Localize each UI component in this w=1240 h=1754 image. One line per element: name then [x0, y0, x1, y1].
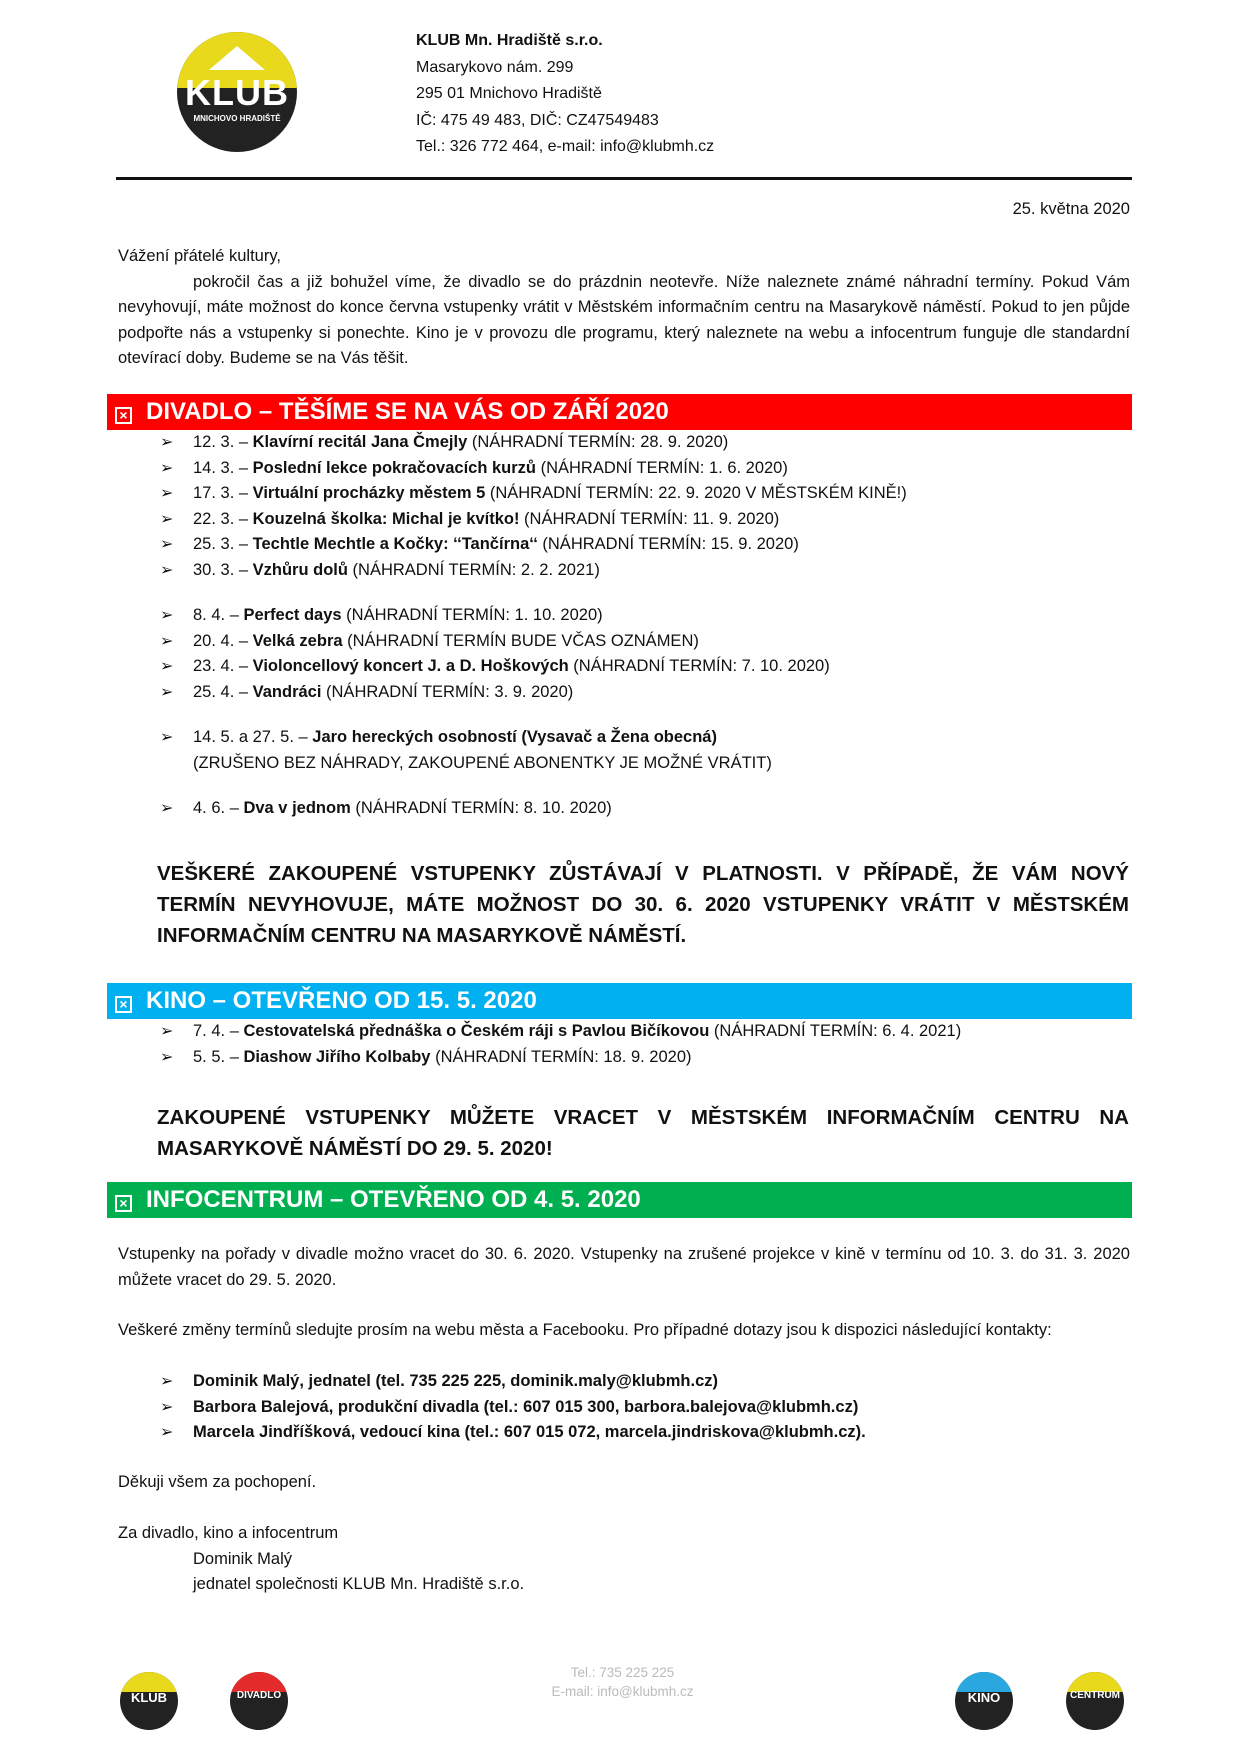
event-date: 4. 6. –	[193, 799, 244, 817]
signature-line: Za divadlo, kino a infocentrum	[118, 1524, 339, 1542]
section-title: KINO – OTEVŘENO OD 15. 5. 2020	[146, 987, 537, 1014]
event-note: (NÁHRADNÍ TERMÍN: 1. 10. 2020)	[341, 606, 603, 624]
greeting: Vážení přátelé kultury,	[118, 247, 281, 265]
checkbox-icon: ×	[115, 407, 132, 424]
klub-logo	[177, 32, 297, 152]
event-item	[160, 603, 907, 629]
event-name: Kouzelná školka: Michal je kvítko!	[252, 509, 520, 528]
event-date: 23. 4. –	[193, 657, 253, 675]
arrow-bullet-icon: ➢	[160, 632, 174, 650]
contact-item: Dominik Malý, jednatel (tel. 735 225 225, dominik.maly@klubmh.cz)	[193, 1372, 719, 1390]
section-title: INFOCENTRUM – OTEVŘENO OD 4. 5. 2020	[146, 1186, 641, 1213]
arrow-bullet-icon: ➢	[160, 1023, 174, 1040]
event-note: (NÁHRADNÍ TERMÍN: 28. 9. 2020)	[467, 433, 729, 451]
org-name: KLUB Mn. Hradiště s.r.o.	[416, 32, 603, 49]
arrow-bullet-icon: ➢	[160, 1398, 174, 1416]
infocentrum-paragraph: Vstupenky na pořady v divadle možno vracet do 30. 6. 2020. Vstupenky na zrušené projekce v kině v termínu od 10. 3. do 31. 3. 2020 můžete vracet do 29. 5. 2020.	[118, 1245, 1130, 1289]
logo-text: KLUB	[185, 72, 289, 113]
section-bar-divadlo	[107, 394, 1132, 430]
event-date: 12. 3. –	[193, 433, 253, 451]
letter-date: 25. května 2020	[1012, 200, 1130, 218]
contact-list	[160, 1369, 866, 1446]
event-item	[160, 654, 907, 680]
arrow-bullet-icon: ➢	[160, 561, 174, 579]
intro	[118, 244, 1130, 372]
list-gap	[160, 583, 907, 603]
event-name: Violoncellový koncert J. a D. Hoškových	[252, 657, 569, 675]
section-bar-infocentrum	[107, 1182, 1132, 1218]
signature	[118, 1521, 524, 1598]
event-item	[160, 725, 907, 751]
event-note: (NÁHRADNÍ TERMÍN: 6. 4. 2021)	[709, 1022, 962, 1040]
footer-logo-divadlo: DIVADLO	[230, 1672, 288, 1730]
checkbox-icon: ×	[115, 1195, 132, 1212]
event-note: (NÁHRADNÍ TERMÍN: 11. 9. 2020)	[519, 509, 780, 528]
event-name: Velká zebra	[252, 631, 343, 650]
checkbox-icon: ×	[115, 996, 132, 1013]
event-note: (NÁHRADNÍ TERMÍN: 3. 9. 2020)	[321, 682, 574, 701]
list-gap	[160, 705, 907, 725]
arrow-bullet-icon: ➢	[160, 800, 174, 817]
arrow-bullet-icon: ➢	[160, 459, 174, 477]
event-name: Vandráci	[252, 682, 322, 701]
event-item	[160, 507, 907, 533]
event-date: 20. 4. –	[193, 631, 253, 650]
arrow-bullet-icon: ➢	[160, 1424, 174, 1441]
org-address-city: 295 01 Mnichovo Hradiště	[416, 85, 602, 102]
section-bar-kino	[107, 983, 1132, 1019]
event-item	[160, 456, 907, 482]
event-name: Diashow Jiřího Kolbaby	[243, 1047, 431, 1066]
divadlo-event-list	[160, 430, 907, 822]
event-name: Dva v jednom	[243, 799, 351, 817]
header-divider	[116, 177, 1132, 180]
arrow-bullet-icon: ➢	[160, 434, 174, 451]
thanks: Děkuji všem za pochopení.	[118, 1473, 317, 1491]
event-name: Perfect days	[243, 606, 342, 624]
arrow-bullet-icon: ➢	[160, 485, 174, 502]
event-name: Virtuální procházky městem 5	[252, 484, 486, 502]
event-item	[160, 430, 907, 456]
event-name: Jaro hereckých osobností (Vysavač a Žena obecná)	[312, 728, 717, 746]
org-contact: Tel.: 326 772 464, e-mail: info@klubmh.cz	[416, 138, 715, 155]
event-note: (NÁHRADNÍ TERMÍN: 22. 9. 2020 V MĚSTSKÉM KINĚ!)	[485, 484, 907, 502]
kino-event-list	[160, 1019, 961, 1070]
event-date: 14. 5. a 27. 5. –	[193, 728, 313, 746]
footer-logo-centrum: CENTRUM	[1066, 1672, 1124, 1730]
event-note: (NÁHRADNÍ TERMÍN: 1. 6. 2020)	[536, 458, 788, 477]
event-item	[160, 558, 907, 584]
footer-logo-kino: KINO	[955, 1672, 1013, 1730]
contact-item: Marcela Jindříšková, vedoucí kina (tel.: 607 015 072, marcela.jindriskova@klubmh.cz).	[193, 1423, 866, 1441]
signature-role: jednatel společnosti KLUB Mn. Hradiště s.r.o.	[193, 1575, 525, 1593]
event-date: 7. 4. –	[193, 1022, 244, 1040]
event-item	[160, 532, 907, 558]
event-item	[160, 1395, 866, 1421]
event-item	[160, 481, 907, 507]
contacts-intro: Veškeré změny termínů sledujte prosím na webu města a Facebooku. Pro případné dotazy jsou k dispozici následující kontakty:	[118, 1321, 1052, 1339]
intro-paragraph: pokročil čas a již bohužel víme, že divadlo se do prázdnin neotevře. Níže naleznete známé náhradní termíny. Pokud Vám nevyhovují, máte možnost do konce června vstupenky vrátit v Městském informačním centru na Masarykově náměstí. Pokud to jen půjde podpořte nás a vstupenky si ponechte. Kino je v provozu dle programu, který naleznete na webu a infocentrum funguje dle standardní otevírací doby. Budeme se na Vás těšit.	[118, 272, 1130, 367]
event-note-line: (ZRUŠENO BEZ NÁHRADY, ZAKOUPENÉ ABONENTKY JE MOŽNÉ VRÁTIT)	[193, 753, 772, 772]
event-date: 5. 5. –	[193, 1047, 244, 1066]
event-note: (NÁHRADNÍ TERMÍN: 2. 2. 2021)	[347, 560, 600, 579]
event-name: Cestovatelská přednáška o Českém ráji s Pavlou Bičíkovou	[243, 1022, 710, 1040]
event-name: Klavírní recitál Jana Čmejly	[252, 433, 468, 451]
event-note: (NÁHRADNÍ TERMÍN: 8. 10. 2020)	[350, 799, 612, 817]
arrow-bullet-icon: ➢	[160, 510, 174, 528]
event-note: (NÁHRADNÍ TERMÍN BUDE VČAS OZNÁMEN)	[342, 631, 699, 650]
event-date: 25. 4. –	[193, 682, 253, 701]
event-date: 14. 3. –	[193, 458, 253, 477]
event-date: 25. 3. –	[193, 535, 253, 553]
event-item	[160, 629, 907, 655]
arrow-bullet-icon: ➢	[160, 536, 174, 553]
list-gap	[160, 776, 907, 796]
event-note: (NÁHRADNÍ TERMÍN: 15. 9. 2020)	[537, 535, 799, 553]
event-item	[160, 1019, 961, 1045]
event-name: Techtle Mechtle a Kočky: ‘‘Tančírna‘‘	[252, 535, 538, 553]
footer-email: E-mail: info@klubmh.cz	[551, 1684, 694, 1699]
org-ids: IČ: 475 49 483, DIČ: CZ47549483	[416, 111, 659, 129]
event-item	[160, 796, 907, 822]
event-item	[160, 1045, 961, 1071]
arrow-bullet-icon: ➢	[160, 607, 174, 624]
event-date: 17. 3. –	[193, 484, 253, 502]
event-item	[160, 1369, 866, 1395]
event-item	[160, 1420, 866, 1446]
organization-info	[416, 28, 714, 161]
contact-item: Barbora Balejová, produkční divadla (tel.: 607 015 300, barbora.balejova@klubmh.cz)	[193, 1397, 859, 1416]
event-note: (NÁHRADNÍ TERMÍN: 18. 9. 2020)	[430, 1047, 692, 1066]
arrow-bullet-icon: ➢	[160, 1373, 174, 1390]
signature-name: Dominik Malý	[193, 1549, 293, 1568]
logo-subtitle: MNICHOVO HRADIŠTĚ	[193, 114, 281, 123]
event-note: (NÁHRADNÍ TERMÍN: 7. 10. 2020)	[568, 657, 830, 675]
arrow-bullet-icon: ➢	[160, 729, 174, 746]
org-address-street: Masarykovo nám. 299	[416, 58, 574, 76]
event-name: Poslední lekce pokračovacích kurzů	[252, 458, 537, 477]
footer-logo-klub: KLUB	[120, 1672, 178, 1730]
footer-tel: Tel.: 735 225 225	[570, 1665, 675, 1680]
event-item	[160, 680, 907, 706]
arrow-bullet-icon: ➢	[160, 1048, 174, 1066]
event-date: 8. 4. –	[193, 606, 244, 624]
footer-contact	[500, 1663, 745, 1701]
event-date: 30. 3. –	[193, 560, 253, 579]
arrow-bullet-icon: ➢	[160, 658, 174, 675]
divadlo-notice: VEŠKERÉ ZAKOUPENÉ VSTUPENKY ZŮSTÁVAJÍ V PLATNOSTI. V PŘÍPADĚ, ŽE VÁM NOVÝ TERMÍN NEVYHOVUJE, MÁTE MOŽNOST DO 30. 6. 2020 VSTUPENKY VRÁTIT V MĚSTSKÉM INFORMAČNÍM CENTRU NA MASARYKOVĚ NÁMĚSTÍ.	[157, 862, 1129, 947]
event-name: Vzhůru dolů	[252, 560, 348, 579]
event-date: 22. 3. –	[193, 509, 253, 528]
kino-notice: ZAKOUPENÉ VSTUPENKY MŮŽETE VRACET V MĚSTSKÉM INFORMAČNÍM CENTRU NA MASARYKOVĚ NÁMĚSTÍ DO 29. 5. 2020!	[157, 1106, 1129, 1160]
section-title: DIVADLO – TĚŠÍME SE NA VÁS OD ZÁŘÍ 2020	[146, 398, 669, 425]
arrow-bullet-icon: ➢	[160, 683, 174, 701]
